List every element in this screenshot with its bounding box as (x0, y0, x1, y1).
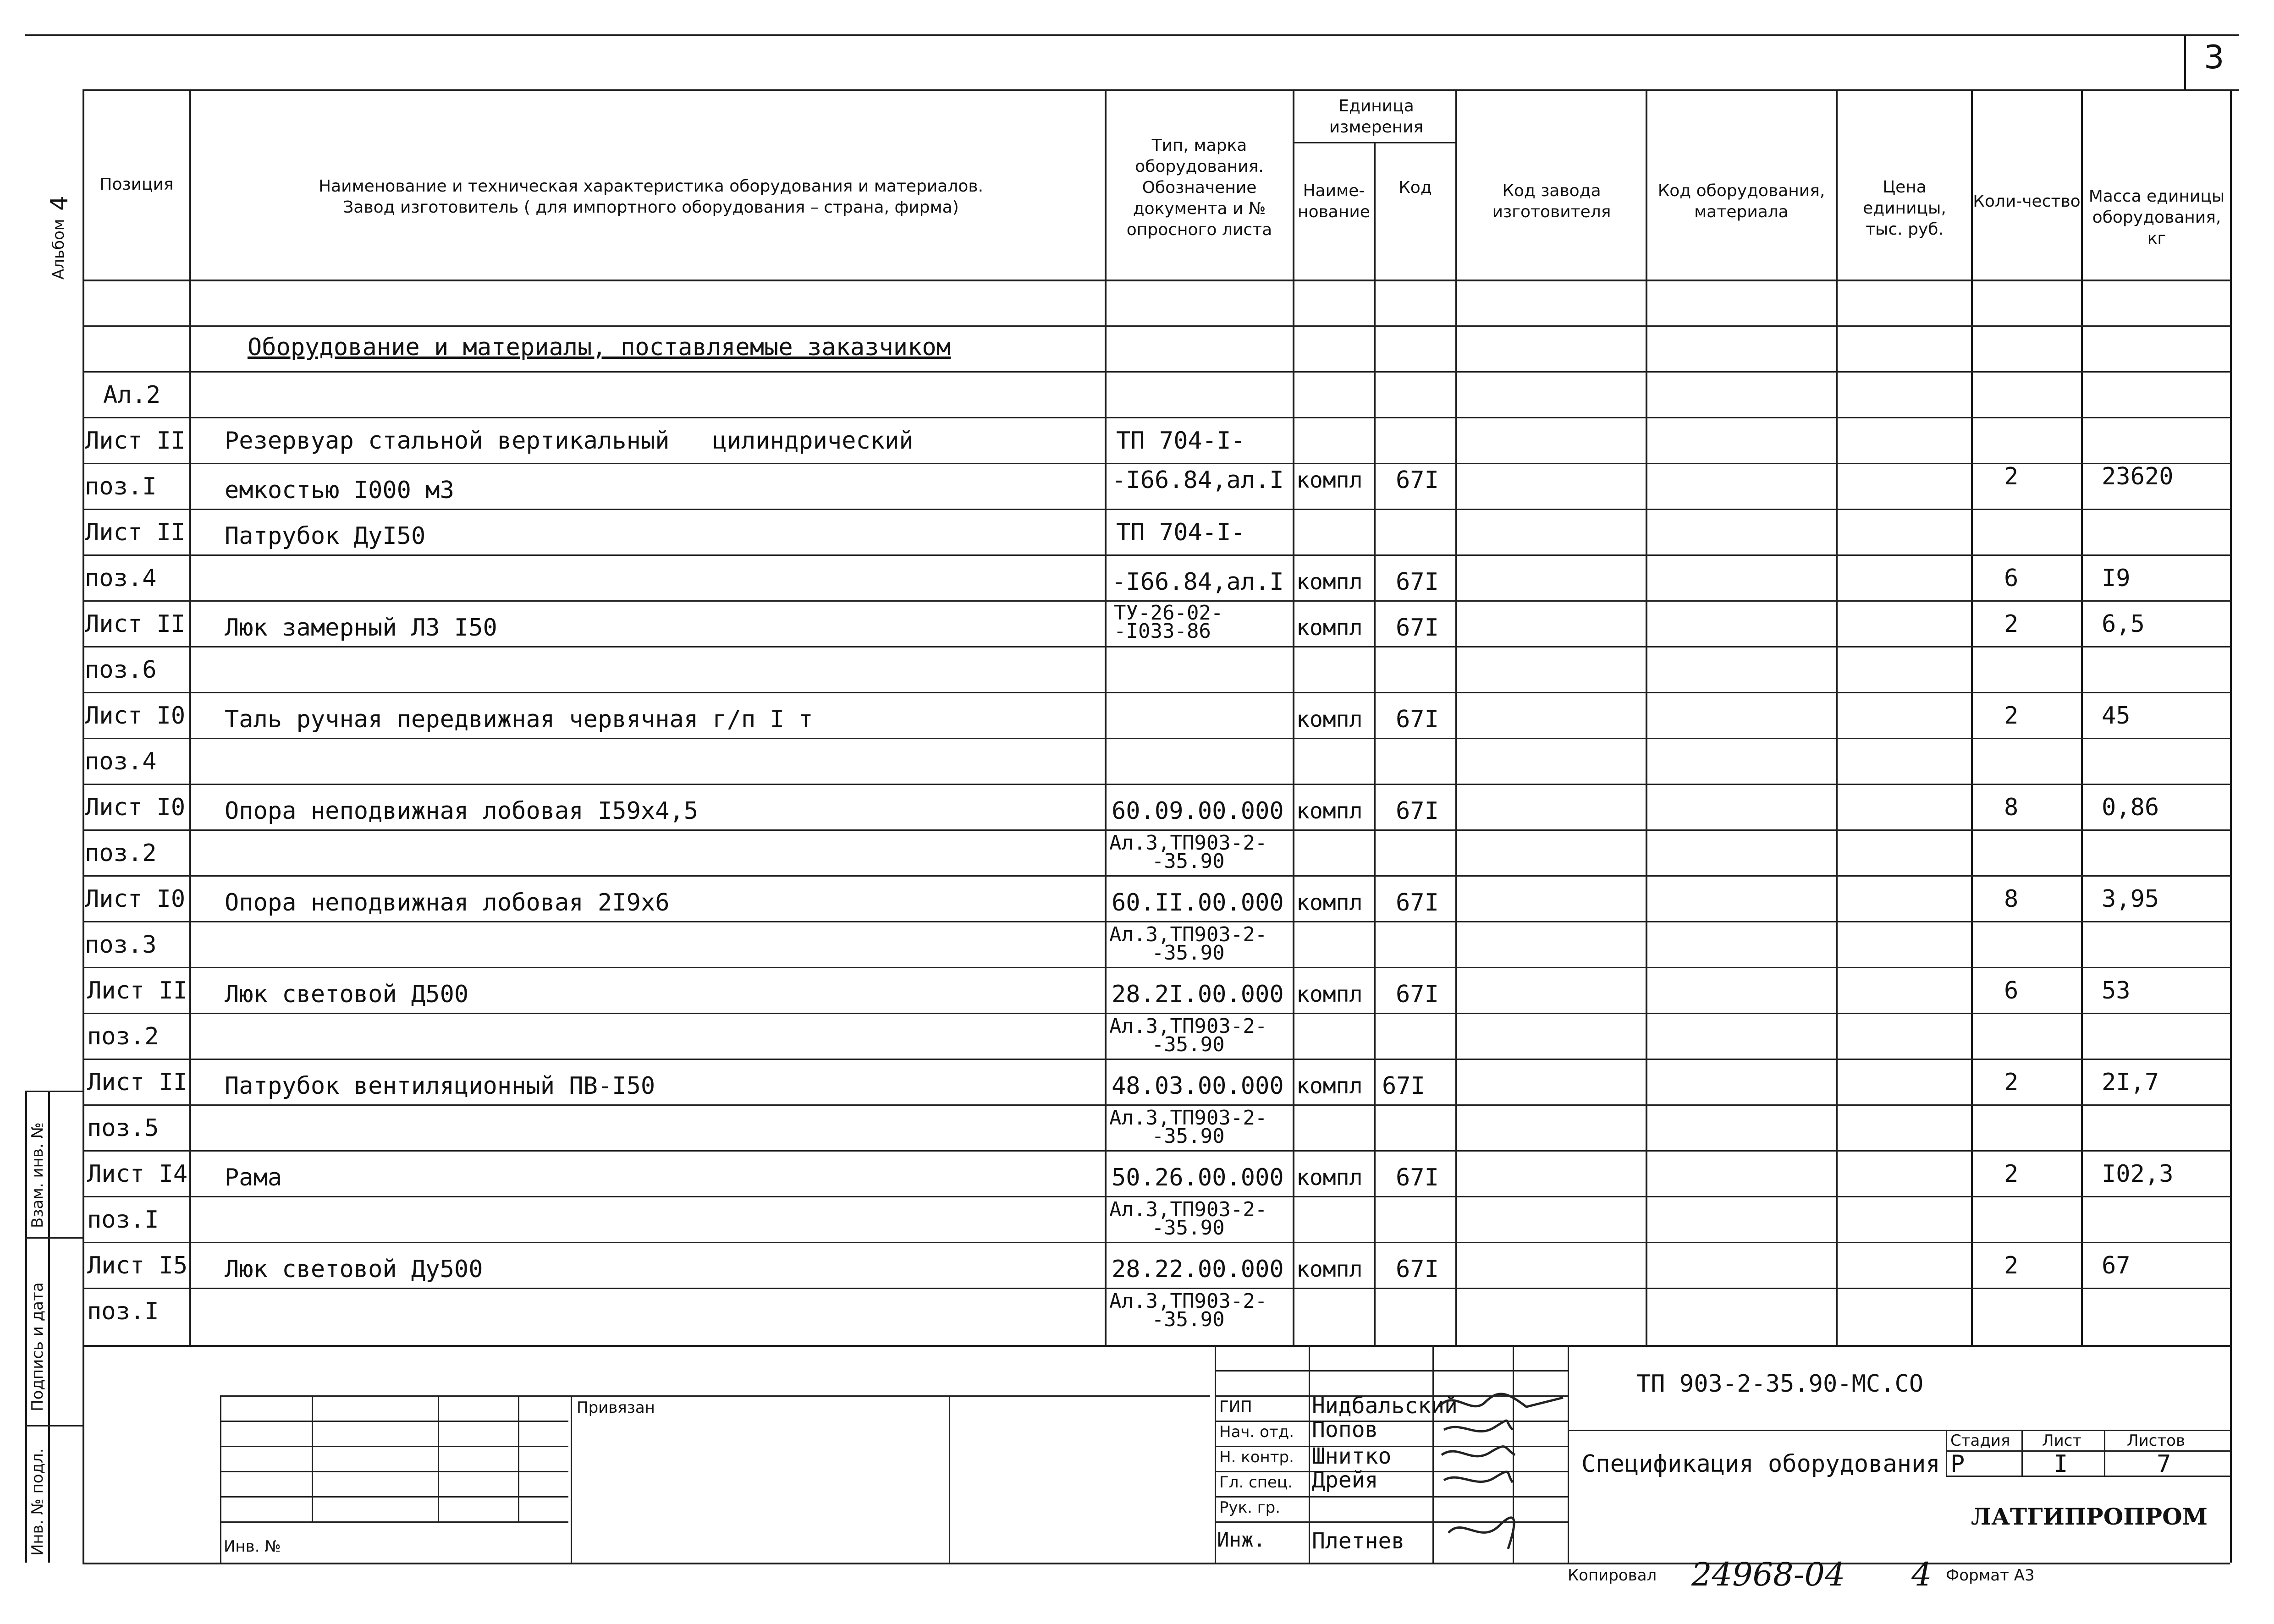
name-nach-otd: Попов (1312, 1417, 1378, 1443)
row-code: 67I (1396, 797, 1439, 825)
row-name: Опора неподвижная лобовая 2I9x6 (225, 889, 670, 916)
row-line (83, 784, 2230, 785)
row-name: Опора неподвижная лобовая I59x4,5 (225, 797, 699, 825)
stage-label: Стадия (1950, 1432, 2010, 1450)
row-unit: компл (1296, 798, 1363, 824)
album-number: 4 (46, 195, 73, 211)
row-unit: компл (1296, 569, 1363, 595)
header-unit-group: Единица измерения (1329, 97, 1424, 137)
footer-four: 4 (1911, 1556, 1932, 1593)
row-pos: поз.3 (85, 931, 157, 959)
row-code: 67I (1396, 1256, 1439, 1283)
stage-value: Р (1950, 1450, 1965, 1478)
role-gip: ГИП (1219, 1398, 1252, 1416)
row-unit: компл (1296, 1073, 1363, 1099)
row-line (83, 371, 2230, 373)
col-sep-1 (189, 89, 191, 1345)
header-bottom (83, 280, 2230, 281)
row-pos: Лист I4 (87, 1160, 188, 1188)
row-line (83, 463, 2230, 464)
row-mass: 67 (2102, 1252, 2131, 1279)
row-name: емкостью I000 м3 (225, 477, 454, 504)
row-mass: 23620 (2102, 463, 2174, 490)
table-body-bottom (83, 1345, 2230, 1347)
section-title: Оборудование и материалы, поставляемые заказчиком (248, 334, 951, 361)
row-pos: поз.2 (87, 1023, 159, 1050)
row-pos: Ал.2 (103, 381, 161, 409)
footer-format: Формат А3 (1946, 1566, 2035, 1585)
row-qty: 2 (2004, 1160, 2019, 1188)
row-pos: поз.6 (85, 656, 157, 684)
header-unit-code: Код (1399, 178, 1432, 197)
row-type: -I66.84,ал.I (1112, 568, 1284, 596)
stamp-line (220, 1521, 568, 1523)
stamp-line (220, 1471, 568, 1472)
doc-code: ТП 903-2-35.90-МС.СО (1636, 1370, 1924, 1398)
row-qty: 6 (2004, 565, 2019, 592)
sig-col (1432, 1345, 1434, 1563)
row-type: Ал.3,ТП903-2- -35.90 (1109, 923, 1267, 965)
row-qty: 2 (2004, 1069, 2019, 1096)
row-pos: Лист I5 (87, 1252, 188, 1279)
col-sep-6 (1646, 89, 1647, 1345)
row-name: Люк световой Ду500 (225, 1256, 483, 1283)
col-sep-8 (1971, 89, 1973, 1345)
title-line (1568, 1430, 2230, 1431)
role-gl-spec: Гл. спец. (1219, 1473, 1293, 1492)
stamp-col (949, 1395, 950, 1563)
row-type: ТП 704-I- (1116, 519, 1245, 546)
stamp-line (220, 1421, 568, 1422)
row-type: ТП 704-I- (1116, 427, 1245, 455)
row-line (83, 554, 2230, 556)
sheet-label: Лист (2042, 1432, 2082, 1450)
row-qty: 2 (2004, 1252, 2019, 1279)
row-code: 67I (1396, 706, 1439, 733)
row-code: 67I (1396, 889, 1439, 916)
row-code: 67I (1396, 1164, 1439, 1191)
col-sep-5 (1455, 89, 1457, 1345)
row-line (83, 1150, 2230, 1152)
sheet-value: I (2054, 1450, 2068, 1478)
row-name: Патрубок вентиляционный ПВ-I50 (225, 1072, 655, 1100)
header-mass: Масса единицы оборудования, кг (2088, 187, 2225, 248)
row-pos: Лист II (85, 427, 186, 455)
row-line (83, 921, 2230, 922)
row-pos: Лист II (87, 1069, 188, 1096)
sig-line (1215, 1370, 1568, 1372)
row-mass: 2I,7 (2102, 1069, 2159, 1096)
row-qty: 2 (2004, 702, 2019, 730)
row-pos: Лист II (85, 610, 186, 638)
row-code: 67I (1396, 568, 1439, 596)
row-type: Ал.3,ТП903-2- -35.90 (1109, 1198, 1267, 1240)
row-pos: поз.I (85, 473, 157, 500)
header-unit-name: Наиме-нование (1298, 181, 1370, 221)
row-pos: Лист II (85, 519, 186, 546)
sig-col (1215, 1345, 1216, 1563)
col-sep-9 (2081, 89, 2083, 1345)
row-unit: компл (1296, 467, 1363, 493)
row-qty: 8 (2004, 885, 2019, 913)
name-n-kontr: Шнитко (1312, 1443, 1392, 1469)
name-gl-spec: Дрейя (1312, 1467, 1378, 1493)
row-pos: поз.5 (87, 1114, 159, 1142)
row-line (83, 875, 2230, 877)
row-mass: 45 (2102, 702, 2131, 730)
row-line (83, 1059, 2230, 1060)
row-pos: Лист I0 (85, 885, 186, 913)
row-pos: Лист I0 (85, 702, 186, 730)
footer-copied: Копировал (1568, 1566, 1657, 1585)
row-unit: компл (1296, 1256, 1363, 1282)
col-sep-2 (1105, 89, 1107, 1345)
row-type: Ал.3,ТП903-2- -35.90 (1109, 1289, 1267, 1331)
header-price: Цена единицы, тыс. руб. (1863, 178, 1946, 239)
row-pos: поз.I (87, 1206, 159, 1234)
row-line (83, 967, 2230, 968)
stamp-col (220, 1395, 221, 1563)
unit-group-divider (1293, 142, 1455, 143)
side-podpis-data: Подпись и дата (28, 1282, 47, 1411)
row-code: 67I (1396, 981, 1439, 1008)
row-line (83, 417, 2230, 418)
row-type: 50.26.00.000 (1112, 1164, 1284, 1191)
row-mass: 3,95 (2102, 885, 2159, 913)
side-strip-line (25, 1237, 83, 1239)
row-line (83, 509, 2230, 510)
row-line (83, 1013, 2230, 1014)
row-type: ТУ-26-02- -I033-86 (1114, 601, 1223, 643)
header-factory-code: Код завода изготовителя (1492, 181, 1611, 221)
title-col (2021, 1430, 2023, 1476)
row-line (83, 1104, 2230, 1106)
row-line (83, 646, 2230, 647)
row-type: 28.22.00.000 (1112, 1256, 1284, 1283)
row-qty: 2 (2004, 610, 2019, 638)
page-number-box-left (2184, 34, 2186, 89)
col-sep-7 (1836, 89, 1838, 1345)
title-line (1946, 1476, 2230, 1477)
row-unit: компл (1296, 707, 1363, 732)
row-type: 48.03.00.000 (1112, 1072, 1284, 1100)
header-type: Тип, марка оборудования. Обозначение документа и № опросного листа (1126, 136, 1272, 239)
row-line (83, 738, 2230, 739)
header-name: Наименование и техническая характеристика оборудования и материалов. Завод изготовитель ( для импортного оборудования – страна, фирма) (318, 177, 984, 217)
stamp-line (220, 1446, 568, 1447)
role-n-kontr: Н. контр. (1219, 1448, 1294, 1466)
row-type: 60.II.00.000 (1112, 889, 1284, 916)
row-name: Таль ручная передвижная червячная г/п I т (225, 706, 813, 733)
row-type: 60.09.00.000 (1112, 797, 1284, 825)
role-ruk-gr: Рук. гр. (1219, 1498, 1281, 1517)
name-inzh: Плетнев (1312, 1528, 1405, 1554)
row-line (83, 692, 2230, 693)
row-mass: 0,86 (2102, 794, 2159, 821)
frame-right (2230, 89, 2232, 1563)
role-nach-otd: Нач. отд. (1219, 1423, 1294, 1441)
row-line (83, 829, 2230, 831)
row-code: 67I (1382, 1072, 1425, 1100)
title-col (2104, 1430, 2105, 1476)
frame-top (83, 89, 2184, 91)
row-type: -I66.84,ал.I (1112, 466, 1284, 494)
doc-title: Спецификация оборудования (1581, 1450, 1940, 1478)
title-col (1946, 1430, 1947, 1476)
row-pos: поз.I (87, 1298, 159, 1325)
row-name: Резервуар стальной вертикальный цилиндрический (225, 427, 914, 455)
sheets-value: 7 (2157, 1450, 2171, 1478)
org-name: ЛАТГИПРОПРОМ (1971, 1503, 2208, 1530)
row-name: Люк замерный ЛЗ I50 (225, 614, 497, 642)
side-inv-podl: Инв. № подл. (28, 1448, 47, 1556)
sig-col (1309, 1345, 1310, 1563)
row-mass: 6,5 (2102, 610, 2145, 638)
header-quantity: Коли-чество (1973, 192, 2081, 211)
page-number: 3 (2204, 38, 2224, 76)
row-qty: 2 (2004, 463, 2019, 490)
stamp-line (220, 1496, 568, 1498)
row-line (83, 1288, 2230, 1289)
stamp-inv-no: Инв. № (224, 1537, 281, 1556)
row-qty: 8 (2004, 794, 2019, 821)
row-name: Рама (225, 1164, 282, 1191)
row-unit: компл (1296, 982, 1363, 1007)
frame-bottom (83, 1563, 2230, 1564)
row-mass: I9 (2102, 565, 2131, 592)
row-type: 28.2I.00.000 (1112, 981, 1284, 1008)
stamp-line (220, 1395, 1210, 1397)
top-border (25, 34, 2239, 36)
row-pos: Лист I0 (85, 794, 186, 821)
row-unit: компл (1296, 1165, 1363, 1191)
row-line (83, 1242, 2230, 1243)
footer-number: 24968-04 (1691, 1556, 1845, 1593)
name-gip: Нидбальский (1312, 1393, 1458, 1419)
title-line (1946, 1450, 2230, 1452)
row-name: Люк световой Д500 (225, 981, 469, 1008)
role-inzh: Инж. (1217, 1528, 1266, 1552)
album-label: Альбом (50, 219, 68, 280)
header-equipment-code: Код оборудования, материала (1657, 181, 1825, 221)
row-type: Ал.3,ТП903-2- -35.90 (1109, 1106, 1267, 1148)
side-strip-left (25, 1091, 27, 1563)
row-pos: поз.4 (85, 748, 157, 775)
stamp-privyazan: Привязан (577, 1399, 655, 1417)
stamp-col (518, 1395, 519, 1521)
stamp-col (438, 1395, 439, 1521)
row-pos: поз.4 (85, 565, 157, 592)
side-vzam-inv: Взам. инв. № (28, 1122, 47, 1228)
side-strip-line (25, 1091, 83, 1092)
row-name: Патрубок ДуI50 (225, 522, 426, 550)
row-unit: компл (1296, 615, 1363, 641)
side-strip-line (25, 1425, 83, 1426)
side-strip-mid (48, 1091, 50, 1563)
row-pos: Лист II (87, 977, 188, 1004)
row-qty: 6 (2004, 977, 2019, 1004)
frame-left (83, 89, 84, 1563)
row-type: Ал.3,ТП903-2- -35.90 (1109, 1015, 1267, 1056)
row-pos: поз.2 (85, 839, 157, 867)
row-unit: компл (1296, 890, 1363, 916)
sheets-label: Листов (2127, 1432, 2186, 1450)
header-position: Позиция (99, 175, 174, 194)
row-line (83, 1196, 2230, 1197)
row-type: Ал.3,ТП903-2- -35.90 (1109, 831, 1267, 873)
row-code: 67I (1396, 466, 1439, 494)
row-line (83, 325, 2230, 327)
col-sep-3 (1293, 89, 1294, 1345)
row-code: 67I (1396, 614, 1439, 642)
row-mass: 53 (2102, 977, 2131, 1004)
stamp-col (312, 1395, 313, 1521)
row-mass: I02,3 (2102, 1160, 2174, 1188)
stamp-col (571, 1395, 572, 1563)
